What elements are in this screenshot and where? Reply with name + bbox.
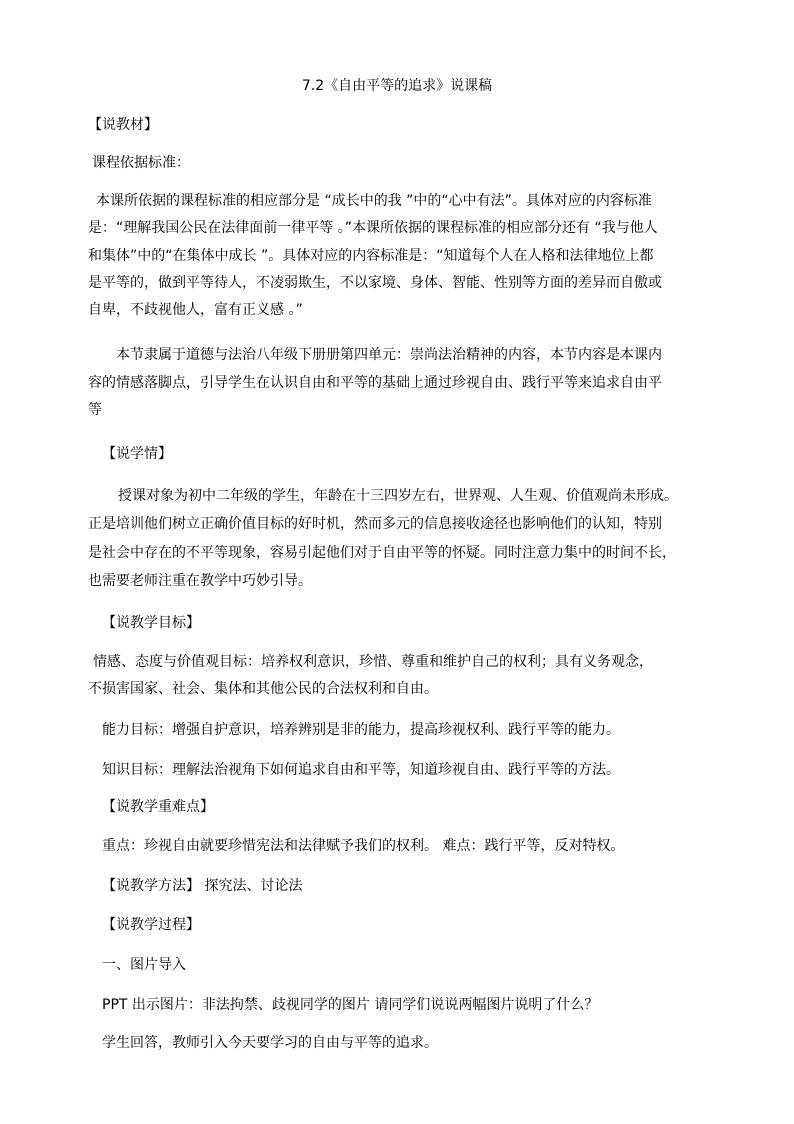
paragraph-line: 本节隶属于道德与法治八年级下册册第四单元：崇尚法治精神的内容，本节内容是本课内: [116, 347, 662, 363]
document-title: 7.2《自由平等的追求》说课稿: [301, 78, 493, 94]
section-heading-process: 【说教学过程】: [102, 917, 200, 933]
paragraph-line: 是社会中存在的不平等现象，容易引起他们对于自由平等的怀疑。同时注意力集中的时间不长，: [88, 545, 676, 561]
subheading-curriculum-standard: 课程依据标准：: [92, 155, 190, 171]
paragraph-line: 授课对象为初中二年级的学生，年龄在十三四岁左右，世界观、人生观、价值观尚未形成。: [118, 488, 678, 504]
paragraph-line: 本课所依据的课程标准的相应部分是 “成长中的我 ”中的“心中有法”。具体对应的内容标准: [96, 193, 652, 209]
paragraph-line: 也需要老师注重在教学中巧妙引导。: [88, 573, 312, 589]
paragraph-line: 是平等的，做到平等待人，不凌弱欺生，不以家境、身体、智能、性别等方面的差异而自傲或: [88, 275, 662, 291]
section-heading-learners: 【说学情】: [102, 446, 172, 462]
objective-ability: 能力目标：增强自护意识，培养辨别是非的能力，提高珍视权利、践行平等的能力。: [102, 722, 620, 738]
paragraph-line: 等: [88, 402, 102, 418]
section-heading-methods: 【说教学方法】 探究法、讨论法: [102, 878, 303, 894]
paragraph-line: 和集体”中的“在集体中成长 ”。具体对应的内容标准是：“知道每个人在人格和法律地位上都: [88, 248, 654, 264]
section-heading-textbook: 【说教材】: [88, 117, 158, 133]
objective-knowledge: 知识目标：理解法治视角下如何追求自由和平等，知道珍视自由、践行平等的方法。: [102, 762, 620, 778]
paragraph-line: 是：“理解我国公民在法律面前一律平等 。”本课所依据的课程标准的相应部分还有 “我与他人: [88, 220, 658, 236]
paragraph-line: 自卑，不歧视他人，富有正义感 。”: [88, 302, 303, 318]
section-heading-key-points: 【说教学重难点】: [102, 799, 214, 815]
process-student-answer-line: 学生回答，教师引入今天要学习的自由与平等的追求。: [102, 1035, 438, 1051]
objective-emotion-continued: 不损害国家、社会、集体和其他公民的合法权利和自由。: [88, 681, 438, 697]
paragraph-line: 正是培训他们树立正确价值目标的好时机，然而多元的信息接收途径也影响他们的认知，特别: [88, 516, 662, 532]
paragraph-line: 容的情感落脚点，引导学生在认识自由和平等的基础上通过珍视自由、践行平等来追求自由平: [88, 375, 662, 391]
process-step-picture-intro: 一、图片导入: [102, 957, 186, 973]
section-heading-objectives: 【说教学目标】: [102, 615, 200, 631]
objective-emotion: 情感、态度与价值观目标：培养权利意识，珍惜、尊重和维护自己的权利；具有义务观念，: [93, 654, 653, 670]
process-ppt-line: PPT 出示图片：非法拘禁、歧视同学的图片 请同学们说说两幅图片说明了什么？: [102, 997, 599, 1013]
key-and-difficult-points: 重点：珍视自由就要珍惜宪法和法律赋予我们的权利。 难点：践行平等，反对特权。: [102, 838, 625, 854]
